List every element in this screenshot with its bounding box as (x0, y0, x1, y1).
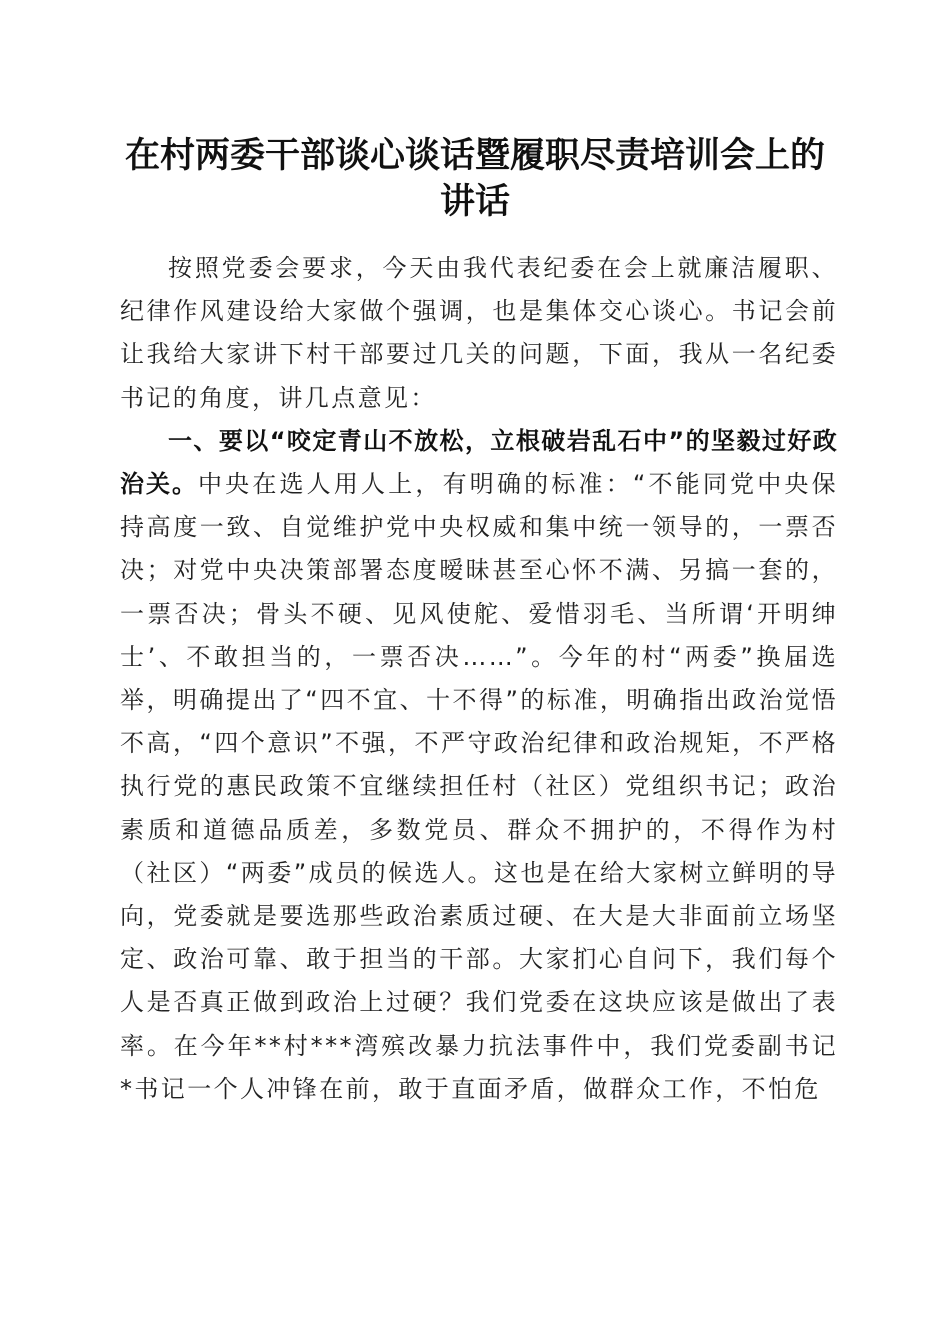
section-1-paragraph (120, 420, 838, 1111)
section-1-body: 中央在选人用人上，有明确的标准：“不能同党中央保持高度一致、自觉维护党中央权威和集中统一领导的，一票否决；对党中央决策部署态度暧昧甚至心怀不满、另搞一套的，一票否决；骨头不硬、见风使舵、爱惜羽毛、当所谓‘开明绅士’、不敢担当的，一票否决……”。今年的村“两委”换届选举，明确提出了“四不宜、十不得”的标准，明确指出政治觉悟不高，“四个意识”不强，不严守政治纪律和政治规矩，不严格执行党的惠民政策不宜继续担任村（社区）党组织书记；政治素质和道德品质差，多数党员、群众不拥护的，不得作为村（社区）“两委”成员的候选人。这也是在给大家树立鲜明的导向，党委就是要选那些政治素质过硬、在大是大非面前立场坚定、政治可靠、敢于担当的干部。大家扪心自问下，我们每个人是否真正做到政治上过硬？我们党委在这块应该是做出了表率。在今年**村***湾殡改暴力抗法事件中，我们党委副书记*书记一个人冲锋在前，敢于直面矛盾，做群众工作，不怕危 (120, 470, 838, 1103)
section-1-heading: 一、要以“咬定青山不放松，立根破岩乱石中”的坚毅过好政治关。 (120, 426, 838, 499)
document-body (120, 247, 838, 1111)
title-line-1: 在村两委干部谈心谈话暨履职尽责培训会上的 (124, 135, 825, 176)
document-title (100, 133, 850, 225)
intro-paragraph: 按照党委会要求，今天由我代表纪委在会上就廉洁履职、纪律作风建设给大家做个强调，也是集体交心谈心。书记会前让我给大家讲下村干部要过几关的问题，下面，我从一名纪委书记的角度，讲几点意见： (120, 254, 838, 412)
title-line-2: 讲话 (439, 181, 510, 222)
